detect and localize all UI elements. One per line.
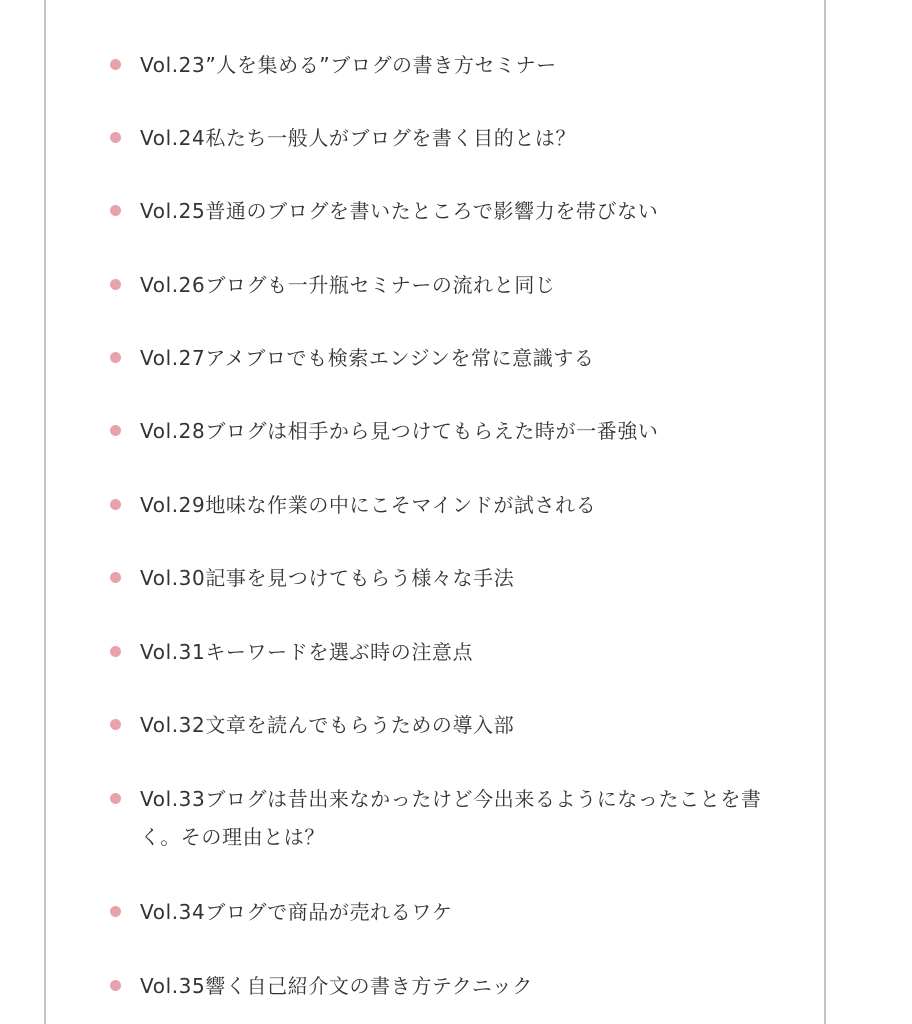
list-item-label[interactable]: Vol.29地味な作業の中にこそマインドが試される [140,493,597,517]
list-item[interactable] [140,780,780,856]
bullet-dot-icon [110,646,121,657]
list-item[interactable] [140,967,780,1005]
bullet-dot-icon [110,906,121,917]
list-item-label[interactable]: Vol.33ブログは昔出来なかったけど今出来るようになったことを書く。その理由とは？ [140,787,762,849]
list-item-label[interactable]: Vol.25普通のブログを書いたところで影響力を帯びない [140,199,659,223]
list-item-label[interactable]: Vol.30記事を見つけてもらう様々な手法 [140,566,515,590]
bullet-dot-icon [110,572,121,583]
list-item-label[interactable]: Vol.24私たち一般人がブログを書く目的とは？ [140,126,577,150]
list-item-label[interactable]: Vol.34ブログで商品が売れるワケ [140,900,453,924]
bullet-dot-icon [110,793,121,804]
bullet-dot-icon [110,719,121,730]
content-frame [44,0,826,1024]
bullet-dot-icon [110,59,121,70]
list-item-label[interactable]: Vol.27アメブロでも検索エンジンを常に意識する [140,346,595,370]
list-item[interactable] [140,192,780,230]
list-item-label[interactable]: Vol.28ブログは相手から見つけてもらえた時が一番強い [140,419,659,443]
list-item[interactable] [140,46,780,84]
list-item-label[interactable]: Vol.32文章を読んでもらうための導入部 [140,713,515,737]
list-item[interactable] [140,633,780,671]
list-item-label[interactable]: Vol.26ブログも一升瓶セミナーの流れと同じ [140,273,556,297]
list-item[interactable] [140,486,780,524]
bullet-dot-icon [110,352,121,363]
bullet-dot-icon [110,132,121,143]
list-item[interactable] [140,339,780,377]
bullet-dot-icon [110,980,121,991]
list-item[interactable] [140,893,780,931]
bullet-dot-icon [110,499,121,510]
list-item[interactable] [140,412,780,450]
list-item[interactable] [140,266,780,304]
list-item-label[interactable]: Vol.23”人を集める”ブログの書き方セミナー [140,53,557,77]
list-item[interactable] [140,119,780,157]
list-item-label[interactable]: Vol.31キーワードを選ぶ時の注意点 [140,640,474,664]
bullet-dot-icon [110,279,121,290]
list-item[interactable] [140,706,780,744]
list-item-label[interactable]: Vol.35響く自己紹介文の書き方テクニック [140,974,533,998]
bullet-dot-icon [110,205,121,216]
bullet-dot-icon [110,425,121,436]
list-item[interactable] [140,559,780,597]
